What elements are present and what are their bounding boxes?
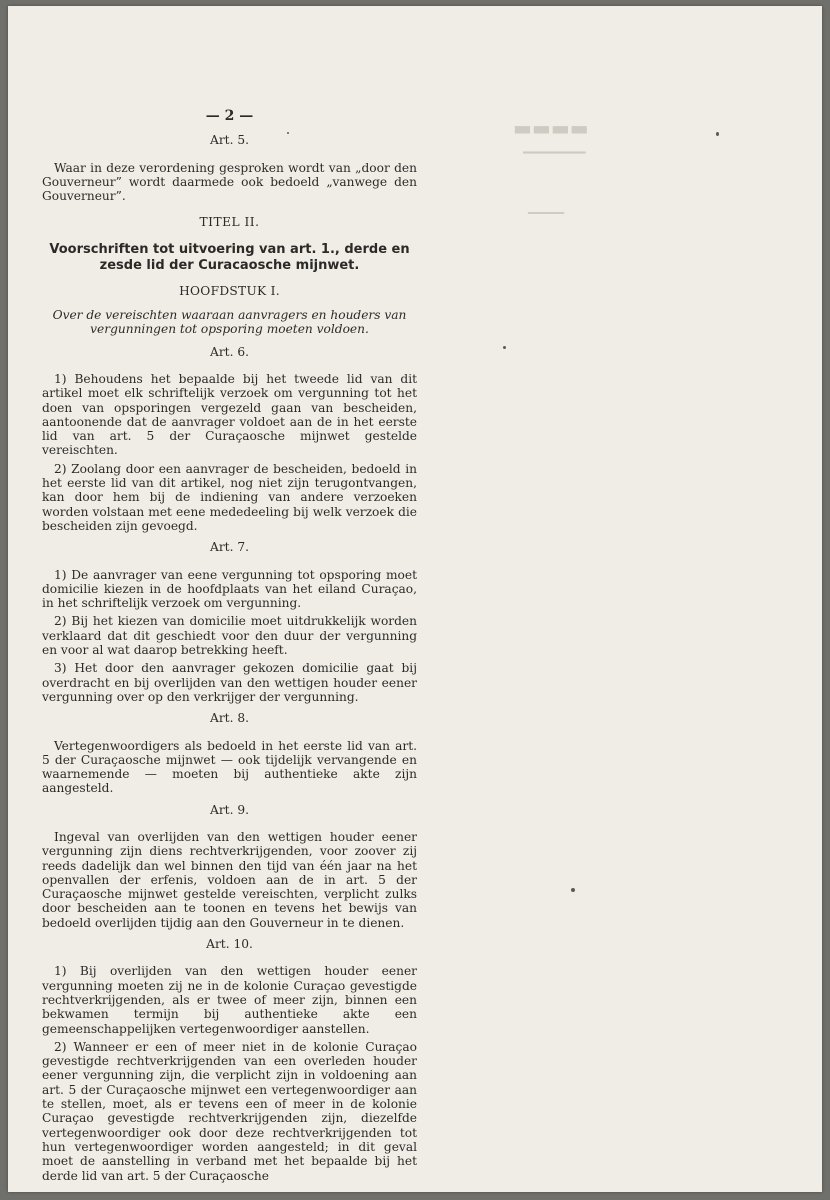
article-heading: Art. 7. xyxy=(210,540,249,555)
bleed-through-text: ━━━━━ xyxy=(528,206,565,220)
paper-speck xyxy=(571,888,575,892)
article-heading: Art. 10. xyxy=(206,937,253,952)
article-heading: Art. 9. xyxy=(210,802,249,817)
paper-speck xyxy=(716,132,719,136)
page-number: — 2 — xyxy=(205,108,254,124)
article-paragraph: Ingeval van overlijden van den wettigen houder eener vergunning zijn diens rechtverkrijgenden, voor zoover zij reeds dadelijk dan wel binnen den tijd van één jaar na het openvallen der erfenis, voldoen aan de in art. 5 der Curaçaosche mijnwet gestelde vereischten, verplicht zulks door bescheiden aan te toonen en tevens het bewijs van bedoeld overlijden tijdig aan den Gouverneur in te dienen. xyxy=(42,829,417,930)
article-heading: Art. 8. xyxy=(210,711,249,726)
article-paragraph: 1) De aanvrager van eene vergunning tot opsporing moet domicilie kiezen in de hoofdplaats van het eiland Curaçao, in het schriftelijk verzoek om vergunning. xyxy=(42,567,417,611)
article-paragraph: Vertegenwoordigers als bedoeld in het eerste lid van art. 5 der Curaçaosche mijnwet — ook tijdelijk vervangende en waarnemende — moeten bij authentieke akte zijn aangesteld. xyxy=(42,738,417,796)
article-paragraph: Waar in deze verordening gesproken wordt van „door den Gouverneur” wordt daarmede ook bedoeld „vanwege den Gouverneur”. xyxy=(42,160,417,204)
title-heading: TITEL II. xyxy=(199,215,260,230)
document-page xyxy=(8,6,822,1192)
article-paragraph: 2) Wanneer er een of meer niet in de kolonie Curaçao gevestigde rechtverkrijgenden van een overleden houder eener vergunning zijn, die verplicht zijn in voldoening aan art. 5 der Curaçaosche mijnwet een vertegenwoordiger aan te stellen, moet, als er tevens een of meer in de kolonie Curaçao gevestigde rechtverkrijgenden zijn, diezelfde vertegenwoordiger ook door deze rechtverkrijgenden tot hun vertegenwoordiger worden aangesteld; in dit geval moet de aanstelling in verband met het bepaalde bij het derde lid van art. 5 der Curaçaosche xyxy=(42,1039,417,1183)
article-heading: Art. 5. xyxy=(210,133,249,148)
bleed-through-text: ━━━━━━━━ xyxy=(523,146,586,161)
text-column xyxy=(42,109,417,1187)
bleed-through-text: ▬▬▬▬ xyxy=(513,116,589,140)
section-heading: Voorschriften tot uitvoering van art. 1., derde en zesde lid der Curacaosche mijnwet. xyxy=(49,241,410,273)
article-paragraph: 1) Bij overlijden van den wettigen houder eener vergunning moeten zij ne in de kolonie Curaçao gevestigde rechtverkrijgenden, als er twee of meer zijn, binnen een bekwamen termijn bij authentieke akte een gemeenschappelijken vertegenwoordiger aanstellen. xyxy=(42,964,417,1036)
article-heading: Art. 6. xyxy=(210,344,249,359)
chapter-subtitle: Over de vereischten waaraan aanvragers en houders van vergunningen tot opsporing moeten voldoen. xyxy=(52,308,407,337)
article-paragraph: 2) Bij het kiezen van domicilie moet uitdrukkelijk worden verklaard dat dit geschiedt voor den duur der vergunning en voor al wat daarop betrekking heeft. xyxy=(42,614,417,658)
article-paragraph: 3) Het door den aanvrager gekozen domicilie gaat bij overdracht en bij overlijden van den wettigen houder eener vergunning over op den verkrijger der vergunning. xyxy=(42,661,417,704)
article-paragraph: 2) Zoolang door een aanvrager de bescheiden, bedoeld in het eerste lid van dit artikel, nog niet zijn terugontvangen, kan door hem bij de indiening van andere verzoeken worden volstaan met eene mededeeling bij welk verzoek die bescheiden zijn gevoegd. xyxy=(42,461,417,533)
article-paragraph: 1) Behoudens het bepaalde bij het tweede lid van dit artikel moet elk schriftelijk verzoek om vergunning tot het doen van opsporingen vergezeld gaan van bescheiden, aantoonende dat de aanvrager voldoet aan de in het eerste lid van art. 5 der Curaçaosche mijnwet gestelde vereischten. xyxy=(42,371,417,458)
chapter-heading: HOOFDSTUK I. xyxy=(179,283,280,298)
paper-speck xyxy=(503,346,506,349)
